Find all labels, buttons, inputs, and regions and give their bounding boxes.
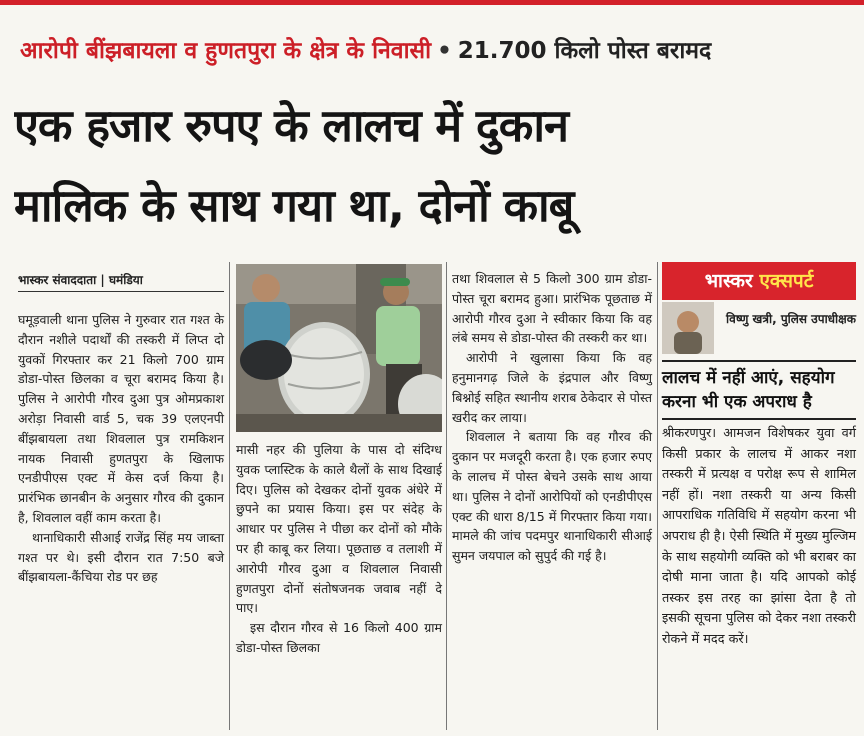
column-divider-1 (229, 262, 230, 730)
article-column-3 (452, 269, 652, 566)
column-divider-2 (446, 262, 447, 730)
column-divider-3 (657, 262, 658, 730)
top-red-rule (0, 0, 864, 5)
paragraph: शिवलाल ने बताया कि वह गौरव की दुकान पर मजदूरी करता है। एक हजार रुपए के लालच में पोस्त बेचने उसके साथ आया था। पुलिस ने दोनों आरोपियों को एनडीपीएस एक्ट की धारा 8/15 में गिरफ्तार किया गया। मामले की जांच पदमपुर थानाधिकारी सीआई सुमन जयपाल को सुपुर्द की गई है। (452, 429, 652, 564)
article-column-2 (236, 440, 442, 658)
news-photo (236, 264, 442, 432)
paragraph: आरोपी ने खुलासा किया कि वह हनुमानगढ़ जिले के इंद्रपाल और विष्णु बिश्नोई सहित स्थानीय शराब ठेकेदार से पोस्त खरीद कर लाया। (452, 350, 652, 425)
byline: भास्कर संवाददाता | घमंडिया (18, 269, 224, 292)
banner-text-white: भास्कर (704, 270, 760, 292)
paragraph: तथा शिवलाल से 5 किलो 300 ग्राम डोडा-पोस्त चूरा बरामद हुआ। प्रारंभिक पूछताछ में आरोपी गौरव दुआ ने स्वीकार किया कि वह लंबे समय से डोडा-पोस्त की तस्करी कर था। (452, 271, 652, 346)
expert-column (662, 424, 856, 651)
expert-name: विष्णु खत्री, पुलिस उपाधीक्षक (726, 312, 856, 326)
kicker-line (20, 34, 860, 68)
paragraph: थानाधिकारी सीआई राजेंद्र सिंह मय जाब्ता गश्त पर थे। इसी दौरान रात 7:50 बजे बींझबायला-कैंचिया रोड पर छह (18, 529, 224, 585)
kicker-red-text: आरोपी बींझबायला व हुणतपुरा के क्षेत्र के निवासी (20, 38, 432, 64)
kicker-black-text: 21.700 किलो पोस्त बरामद (457, 38, 712, 64)
kicker-separator: • (437, 38, 452, 64)
expert-body: श्रीकरणपुर। आमजन विशेषकर युवा वर्ग किसी प्रकार के लालच में आकर नशा तस्करी में प्रत्यक्ष व परोक्ष रूप से शामिल नहीं हों। नशा तस्करी या अन्य किसी आपराधिक गतिविधि में सहयोग करना भी अपराध ही है। ऐसी स्थिति में मुख्य मुल्जिम के साथ सहयोगी व्यक्ति को भी बराबर का दोषी माना जाता है। यदि आपको कोई तस्कर इस तरह का झांसा देता है तो इसकी सूचना पुलिस को देकर नशा तस्करी रोकने में मदद करें। (662, 426, 856, 647)
paragraph: मासी नहर की पुलिया के पास दो संदिग्ध युवक प्लास्टिक के काले थैलों के साथ दिखाई दिए। पुलिस को देखकर दोनों युवक अंधेरे में छुपने का प्रयास किया। इस पर संदेह के आधार पर पुलिस ने पीछा कर दोनों को मौके पर ही काबू कर लिया। पूछताछ व तलाशी में आरोपी गौरव दुआ व शिवलाल निवासी हुणतपुरा दोनों संतोषजनक जवाब नहीं दे पाए। (236, 442, 442, 616)
accused-with-sacks-photo-icon (236, 264, 442, 432)
bhaskar-expert-banner (662, 262, 856, 300)
paragraph: इस दौरान गौरव से 16 किलो 400 ग्राम डोडा-पोस्त छिलका (236, 620, 442, 655)
pull-quote: लालच में नहीं आएं, सहयोग करना भी एक अपराध है (662, 360, 856, 420)
headline-line-2: मालिक के साथ गया था, दोनों काबू (14, 179, 574, 232)
headline (14, 86, 860, 246)
paragraph: घमूड़वाली थाना पुलिस ने गुरुवार रात गश्त के दौरान नशीले पदार्थों की तस्करी में लिप्त दो युवकों गिरफ्तार कर 21 किलो 700 ग्राम डोडा-पोस्त छिलका व चूरा बरामद किया है। पुलिस ने आरोपी गौरव दुआ पुत्र ओमप्रकाश अरोड़ा निवासी वार्ड 5, चक 39 एलएनपी बींझबायला तथा शिवलाल पुत्र रामकिशन नायक निवासी हुणतपुरा के खिलाफ एनडीपीएस एक्ट में केस दर्ज किया है। प्रारंभिक छानबीन के अनुसार गौरव की दुकान है, शिवलाल वहीं काम करता है। (18, 312, 224, 525)
banner-text-yellow: एक्सपर्ट (759, 270, 814, 292)
headline-line-1: एक हजार रुपए के लालच में दुकान (14, 99, 568, 152)
article-column-1 (18, 310, 224, 587)
